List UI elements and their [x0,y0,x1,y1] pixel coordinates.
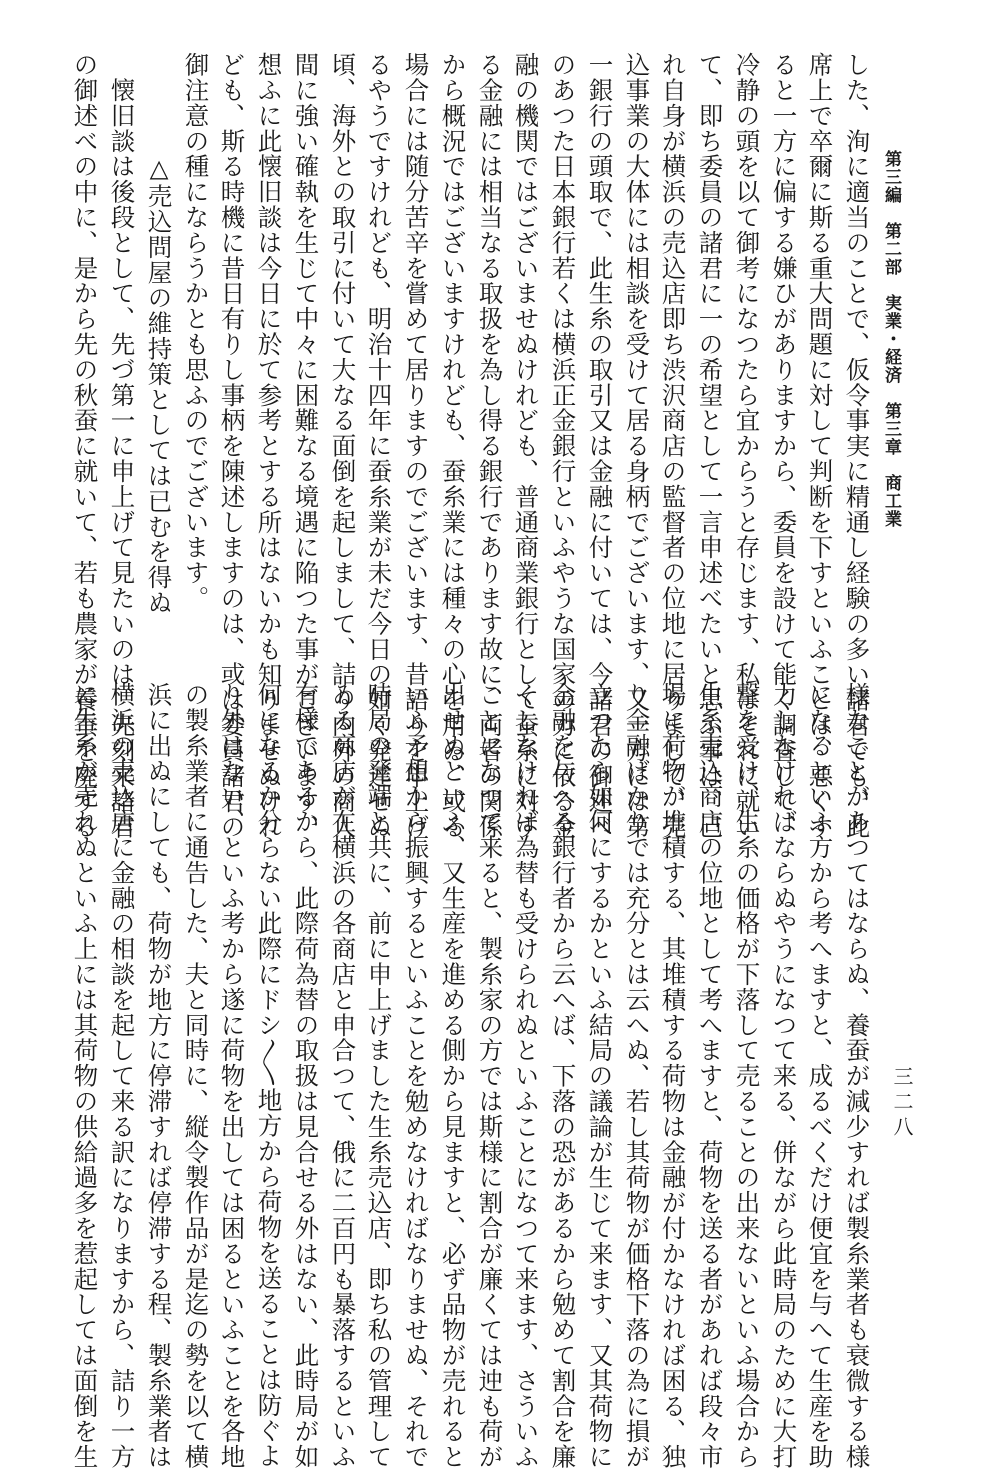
text-column: ことになつて来ると、製糸家の方では斯様に割合が廉くては迚も荷が [475,682,505,1469]
text-column: ゐる商店が在横浜の各商店と申合つて、俄に二百円も暴落するといふ [328,682,358,1469]
text-column: るやうですけれども、明治十四年に蚕糸業が未だ今日の如く発達せぬ [364,52,394,840]
text-column: 有様であるから、此際荷為替の取扱は見合せる外はない、此時局が如 [291,682,321,1469]
text-column: の製糸業者に通告した、夫と同時に、縦令製作品が是迄の勢を以て横 [181,682,211,1469]
text-column: 浜に出ぬにしても、荷物が地方に停滞すれば停滞する程、製糸業者は [144,682,174,1469]
text-column: 金融を与へる銀行者から云へば、下落の恐があるから勉めて割合を廉 [548,682,578,1469]
text-column: 想ふに此懐旧談は今日に於て参考とする所はないかも知りませぬけれ [254,52,284,840]
text-column: ども、斯る時機に昔日有りし事柄を陳述しますのは、或は委員諸君の [217,52,247,840]
text-column: 融の機関ではございませぬけれども、普通商業銀行として蚕糸に対す [511,52,541,840]
text-column: 懐旧談は後段として、先づ第一に申上げて見たいのは、先刻来諸君 [107,52,137,840]
text-column: て、即ち委員の諸君に一の希望として一言申述べたいと思ふ事は、己 [695,52,725,840]
text-column: いふ予想から振興するといふことを勉めなければなりませぬ、それで [401,682,431,1469]
text-column: 何になるか分らない此際にドシ〳〵地方から荷物を送ることは防ぐよ [254,682,284,1469]
text-column: の御述べの中に、是から先の秋蚕に就いて、若も農家が養蚕を廃する [70,52,100,840]
text-column: 立つたら如何にするかといふ結局の議論が生じて来ます、又其荷物に [585,682,615,1469]
text-column: 場合には随分苦辛を嘗めて居りますのでございます、昔語りを申上げ [401,52,431,840]
text-column: くしなければ為替も受けられぬといふことになつて来ます、さういふ [511,682,541,1469]
text-column: 場に荷物が堆積する、其堆積する荷物は金融が付かなければ困る、独 [658,682,688,1469]
text-column: 横浜の売込店に金融の相談を起して来る訳になりますから、詰り一方 [107,682,137,1469]
text-column: 一銀行の頭取で、此生糸の取引又は金融に付いては、今諸君の御述べ [585,52,615,840]
text-column: のあつた日本銀行若くは横浜正金銀行といふやうな国家の力に依る金 [548,52,578,840]
text-column: になるといふ方から考へますと、成るべくだけ便宜を与へて生産を助 [805,682,835,1469]
text-column: 冷静の頭を以て御考になつたら宜からうと存じます、私はそれに就い [732,52,762,840]
text-column: れ自身が横浜の売込店即ち渋沢商店の監督者の位地に居りまして、売 [658,52,688,840]
text-column: り金融ばかりでは充分とは云へぬ、若し其荷物が価格下落の為に損が [622,682,652,1469]
text-column: 出せぬといふ、又生産を進める側から見ますと、必ず品物が売れると [438,682,468,1469]
text-column: 頃、海外との取引に付いて大なる面倒を起しまして、詰り内外の商人 [328,52,358,840]
text-column: に生糸が売れぬといふ上には其荷物の供給過多を惹起しては面倒を生 [70,682,100,1469]
text-column: 間に強い確執を生じて中々に困難なる境遇に陥つた事がございます、 [291,52,321,840]
page-number: 三二八 [890,1066,914,1141]
text-column: 御注意の種にならうかとも思ふのでございます。 [181,52,211,611]
text-column: 様なことがあつてはならぬ、養蚕が減少すれば製糸業者も衰微する様 [842,682,872,1469]
text-column: 生糸売込商店の位地として考へますと、荷物を送る者があれば段々市 [695,682,725,1469]
text-column: り外はない、といふ考から遂に荷物を出しては困るといふことを各地 [217,682,247,1469]
section-heading: △売込問屋の維持策としては已むを得ぬ [144,52,174,616]
running-head: 第三編 第二部 実業・経済 第三章 商工業 [881,150,901,528]
text-column: 込事業の大体には相談を受けて居る身柄でございます、又一方には第 [622,52,652,840]
text-column: 時局の発端と共に、前に申上げました生糸売込店、即ち私の管理して [364,682,394,1469]
text-column: 席上で卒爾に斯る重大問題に対して判断を下すといふことは、悪くす [805,52,835,840]
text-column: 力しなければならぬやうになつて来る、併ながら此時局のために大打 [769,682,799,1469]
text-column: 撃を受け、生糸の価格が下落して売ることの出来ないといふ場合から [732,682,762,1469]
text-column: る金融には相当なる取扱を為し得る銀行であります故に、両者の関係 [475,52,505,840]
text-column: から概況ではございますけれども、蚕糸業には種々の心を用ゐ、或る [438,52,468,840]
text-column: ると一方に偏する嫌ひがありますから、委員を設けて能く調査して、 [769,52,799,840]
text-column: した、洵に適当のことで、仮令事実に精通し経験の多い諸君でも、此 [842,52,872,840]
